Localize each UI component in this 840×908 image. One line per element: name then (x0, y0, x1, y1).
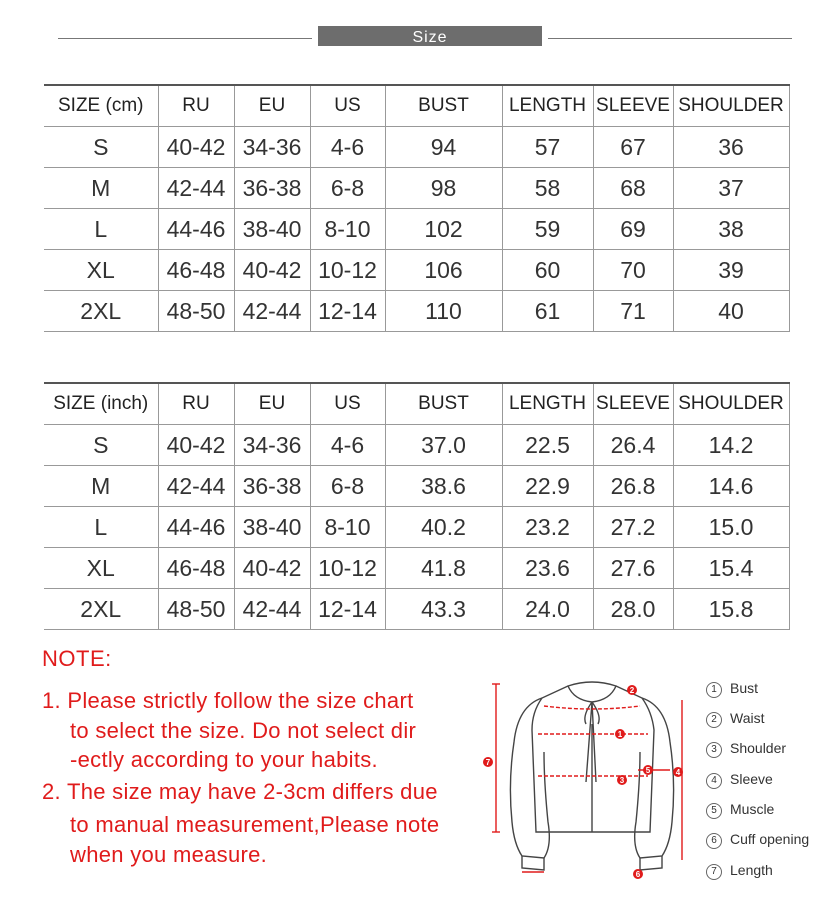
legend-number: 6 (706, 833, 722, 849)
header-rule-left (58, 38, 312, 39)
shoulder-cell: 36 (673, 127, 789, 168)
bust-cell: 37.0 (385, 425, 502, 466)
length-cell: 22.5 (502, 425, 593, 466)
eu-cell: 34-36 (234, 425, 310, 466)
length-cell: 57 (502, 127, 593, 168)
shoulder-cell: 15.8 (673, 589, 789, 630)
ru-cell: 46-48 (158, 250, 234, 291)
note-line: 2. The size may have 2-3cm differs due (42, 779, 438, 804)
sleeve-cell: 28.0 (593, 589, 673, 630)
header-cell: BUST (385, 383, 502, 425)
us-cell: 4-6 (310, 127, 385, 168)
size-cell: XL (44, 250, 158, 291)
us-cell: 8-10 (310, 209, 385, 250)
sleeve-cell: 68 (593, 168, 673, 209)
size-cell: 2XL (44, 589, 158, 630)
header-cell: RU (158, 383, 234, 425)
ru-cell: 42-44 (158, 466, 234, 507)
marker-5: 5 (645, 766, 651, 775)
ru-cell: 46-48 (158, 548, 234, 589)
bust-cell: 41.8 (385, 548, 502, 589)
legend-item (706, 680, 758, 698)
size-cell: M (44, 466, 158, 507)
note-line: -ectly according to your habits. (70, 747, 378, 772)
ru-cell: 48-50 (158, 291, 234, 332)
table-row (44, 466, 789, 507)
note-line: to manual measurement,Please note (70, 812, 440, 837)
table-row (44, 589, 789, 630)
eu-cell: 34-36 (234, 127, 310, 168)
legend-label: Muscle (730, 801, 775, 817)
marker-1: 1 (617, 730, 623, 739)
length-cell: 24.0 (502, 589, 593, 630)
header-cell: EU (234, 383, 310, 425)
shoulder-cell: 40 (673, 291, 789, 332)
eu-cell: 40-42 (234, 250, 310, 291)
header-cell: SIZE (cm) (44, 85, 158, 127)
length-cell: 61 (502, 291, 593, 332)
header-cell: US (310, 85, 385, 127)
size-cell: M (44, 168, 158, 209)
eu-cell: 42-44 (234, 291, 310, 332)
marker-6: 6 (635, 870, 641, 879)
legend-item (706, 771, 773, 789)
table-header-row (44, 383, 789, 425)
legend-item (706, 710, 764, 728)
length-cell: 60 (502, 250, 593, 291)
legend-number: 3 (706, 742, 722, 758)
length-cell: 23.6 (502, 548, 593, 589)
table-row (44, 548, 789, 589)
us-cell: 6-8 (310, 168, 385, 209)
marker-2: 3 (619, 776, 625, 785)
marker-4: 4 (675, 768, 681, 777)
header-cell: EU (234, 85, 310, 127)
shoulder-cell: 37 (673, 168, 789, 209)
legend-item (706, 831, 809, 849)
legend-item (706, 740, 786, 758)
header-cell: BUST (385, 85, 502, 127)
length-cell: 23.2 (502, 507, 593, 548)
size-table-cm (44, 84, 790, 332)
legend-number: 4 (706, 773, 722, 789)
header-cell: US (310, 383, 385, 425)
ru-cell: 44-46 (158, 209, 234, 250)
eu-cell: 36-38 (234, 466, 310, 507)
bust-cell: 94 (385, 127, 502, 168)
sleeve-cell: 27.2 (593, 507, 673, 548)
shoulder-cell: 14.6 (673, 466, 789, 507)
table-header-row (44, 85, 789, 127)
ru-cell: 44-46 (158, 507, 234, 548)
sleeve-cell: 26.4 (593, 425, 673, 466)
bust-cell: 40.2 (385, 507, 502, 548)
us-cell: 8-10 (310, 507, 385, 548)
size-cell: 2XL (44, 291, 158, 332)
table-row (44, 425, 789, 466)
us-cell: 10-12 (310, 250, 385, 291)
ru-cell: 40-42 (158, 425, 234, 466)
size-cell: S (44, 425, 158, 466)
header-cell: SLEEVE (593, 85, 673, 127)
shoulder-cell: 39 (673, 250, 789, 291)
eu-cell: 38-40 (234, 209, 310, 250)
header-cell: SIZE (inch) (44, 383, 158, 425)
legend-number: 2 (706, 712, 722, 728)
bust-cell: 98 (385, 168, 502, 209)
legend-number: 1 (706, 682, 722, 698)
sleeve-cell: 71 (593, 291, 673, 332)
legend-label: Length (730, 862, 773, 878)
note-title: NOTE: (42, 646, 112, 671)
ru-cell: 48-50 (158, 589, 234, 630)
table-row (44, 250, 789, 291)
table-row (44, 291, 789, 332)
size-cell: XL (44, 548, 158, 589)
size-table-inch (44, 382, 790, 630)
table-row (44, 507, 789, 548)
legend-number: 7 (706, 864, 722, 880)
marker-3: 2 (629, 686, 635, 695)
header-cell: SHOULDER (673, 85, 789, 127)
legend-label: Waist (730, 710, 765, 726)
legend-item (706, 862, 773, 880)
legend-item (706, 801, 774, 819)
bust-cell: 110 (385, 291, 502, 332)
shoulder-cell: 38 (673, 209, 789, 250)
shoulder-cell: 15.4 (673, 548, 789, 589)
sleeve-cell: 69 (593, 209, 673, 250)
sleeve-cell: 70 (593, 250, 673, 291)
us-cell: 10-12 (310, 548, 385, 589)
us-cell: 4-6 (310, 425, 385, 466)
size-cell: L (44, 209, 158, 250)
bust-cell: 102 (385, 209, 502, 250)
eu-cell: 42-44 (234, 589, 310, 630)
us-cell: 12-14 (310, 291, 385, 332)
eu-cell: 38-40 (234, 507, 310, 548)
sleeve-cell: 26.8 (593, 466, 673, 507)
note-line: to select the size. Do not select dir (70, 718, 417, 743)
bust-cell: 38.6 (385, 466, 502, 507)
legend-label: Cuff opening (730, 831, 810, 847)
table-row (44, 127, 789, 168)
eu-cell: 40-42 (234, 548, 310, 589)
note-line: when you measure. (70, 842, 268, 867)
legend-number: 5 (706, 803, 722, 819)
ru-cell: 42-44 (158, 168, 234, 209)
us-cell: 6-8 (310, 466, 385, 507)
header-cell: LENGTH (502, 383, 593, 425)
legend-label: Sleeve (730, 771, 773, 787)
shoulder-cell: 15.0 (673, 507, 789, 548)
us-cell: 12-14 (310, 589, 385, 630)
header-cell: LENGTH (502, 85, 593, 127)
table-row (44, 209, 789, 250)
eu-cell: 36-38 (234, 168, 310, 209)
legend-label: Shoulder (730, 740, 787, 756)
header-cell: SLEEVE (593, 383, 673, 425)
header-cell: SHOULDER (673, 383, 789, 425)
legend-label: Bust (730, 680, 759, 696)
sleeve-cell: 67 (593, 127, 673, 168)
bust-cell: 43.3 (385, 589, 502, 630)
shoulder-cell: 14.2 (673, 425, 789, 466)
header-rule-right (548, 38, 792, 39)
size-cell: S (44, 127, 158, 168)
blouse-measurement-diagram-icon (482, 672, 692, 882)
length-cell: 58 (502, 168, 593, 209)
length-cell: 59 (502, 209, 593, 250)
section-title: Size (318, 26, 542, 46)
sleeve-cell: 27.6 (593, 548, 673, 589)
table-row (44, 168, 789, 209)
bust-cell: 106 (385, 250, 502, 291)
header-cell: RU (158, 85, 234, 127)
note-line: 1. Please strictly follow the size chart (42, 688, 414, 713)
ru-cell: 40-42 (158, 127, 234, 168)
size-cell: L (44, 507, 158, 548)
marker-7: 7 (485, 758, 491, 767)
length-cell: 22.9 (502, 466, 593, 507)
